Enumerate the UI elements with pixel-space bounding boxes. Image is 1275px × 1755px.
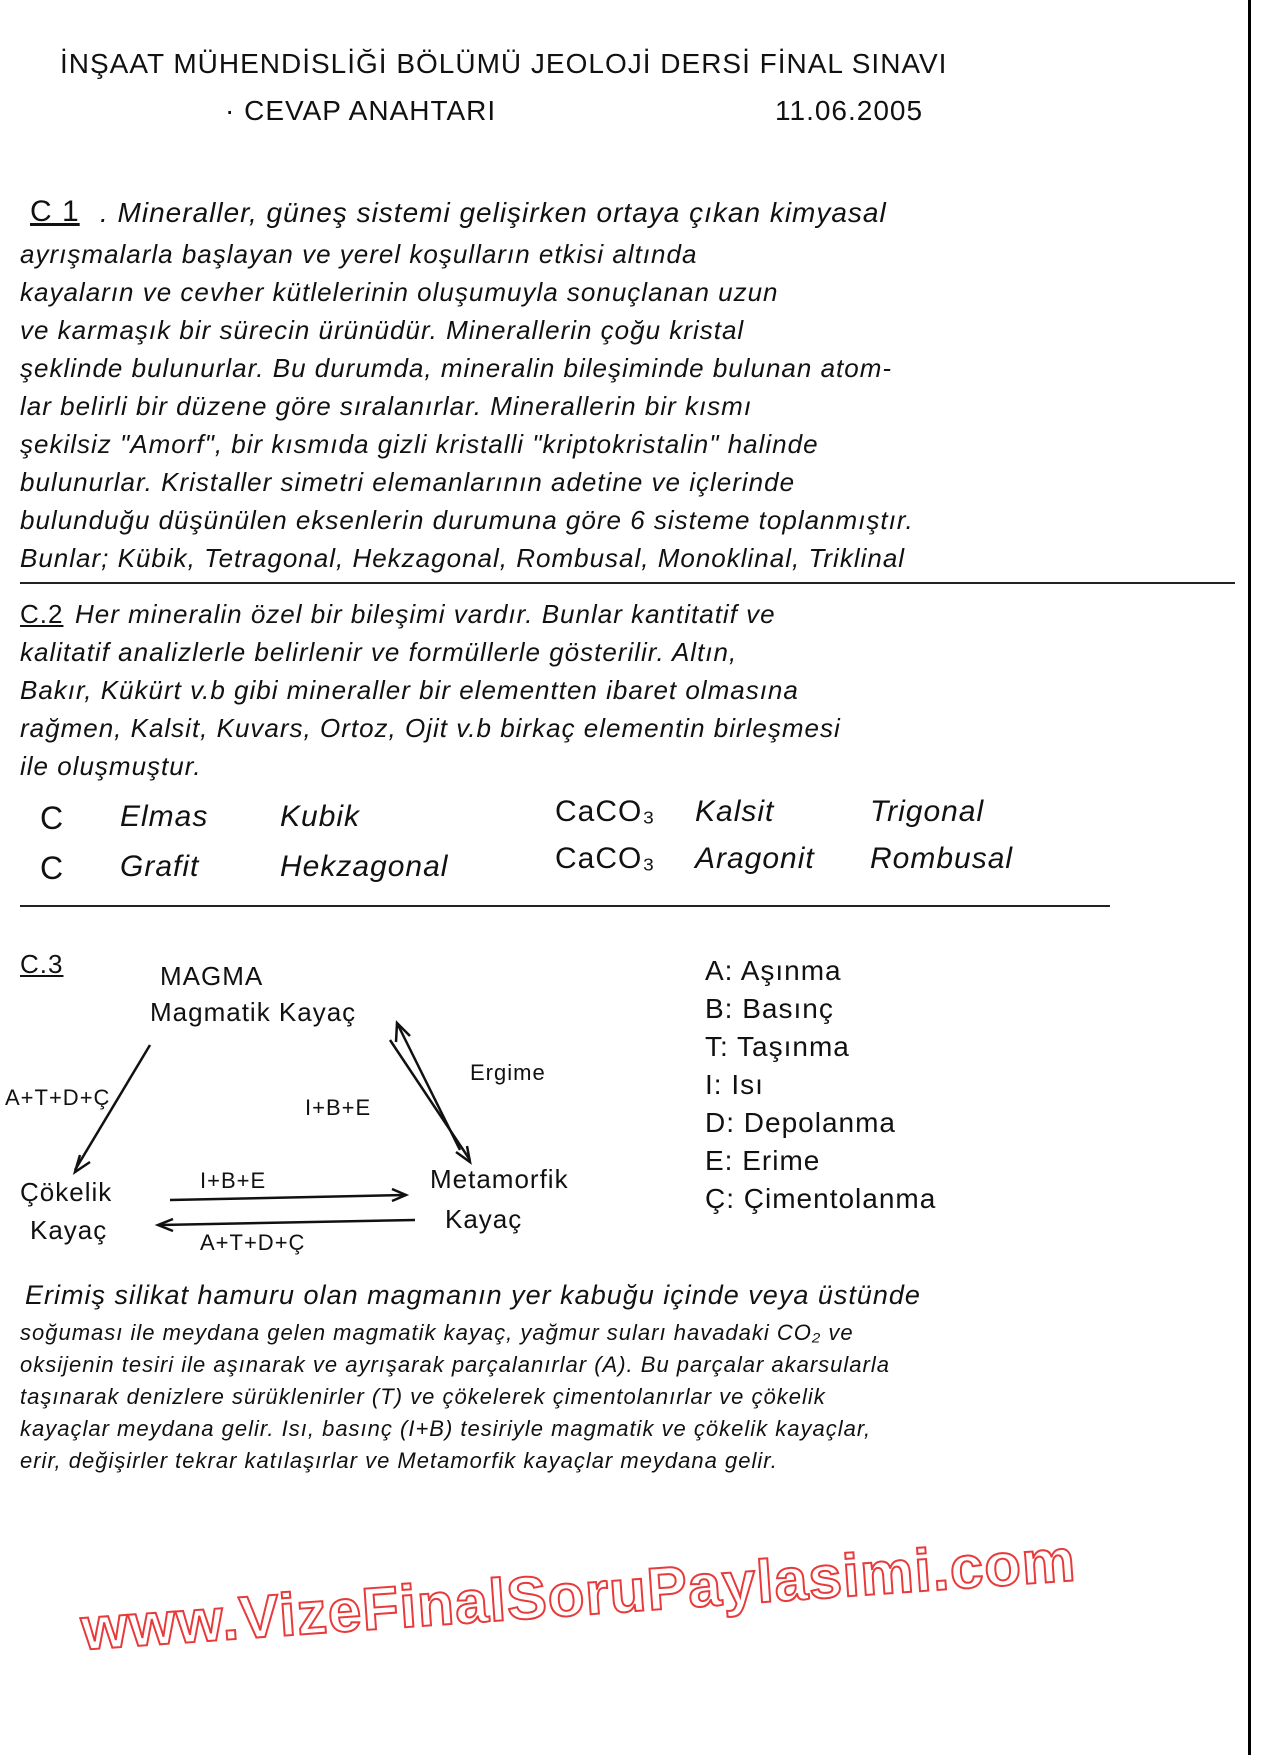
mineral-formula: C (40, 800, 65, 836)
q3-line: taşınarak denizlere sürüklenirler (T) ve çökelerek çimentolanırlar ve çökelik (20, 1384, 826, 1409)
q2-line: rağmen, Kalsit, Kuvars, Ortoz, Ojit v.b birkaç elementin birleşmesi (20, 713, 841, 743)
q2-line: ile oluşmuştur. (20, 751, 202, 781)
watermark: www.VizeFinalSoruPaylasimi.com (78, 1526, 1079, 1663)
mineral-name: Aragonit (695, 842, 815, 875)
q1-label: C 1 (30, 195, 80, 228)
legend-item: I: Isı (705, 1069, 764, 1100)
arrow-label: A+T+D+Ç (200, 1230, 306, 1255)
q1-line: Bunlar; Kübik, Tetragonal, Hekzagonal, Rombusal, Monoklinal, Triklinal (20, 543, 906, 573)
q1-line: ve karmaşık bir sürecin ürünüdür. Minerallerin çoğu kristal (20, 315, 745, 345)
crystal-system: Hekzagonal (280, 850, 449, 883)
sedimentary-rock-label: Çökelik (20, 1177, 113, 1207)
sedimentary-rock-label: Kayaç (30, 1215, 108, 1245)
q1-line: şeklinde bulunurlar. Bu durumda, mineralin bileşiminde bulunan atom- (20, 353, 893, 383)
q1-line: bulunurlar. Kristaller simetri elemanlarının adetine ve içlerinde (20, 467, 796, 497)
q3-line: kayaçlar meydana gelir. Isı, basınç (I+B) tesiriyle magmatik ve çökelik kayaçlar, (20, 1416, 872, 1441)
mineral-name: Elmas (120, 800, 209, 833)
q2-line: Bakır, Kükürt v.b gibi mineraller bir elementten ibaret olmasına (20, 675, 799, 705)
q2-line: kalitatif analizlerle belirlenir ve formüllerle gösterilir. Altın, (20, 637, 738, 667)
metamorphic-rock-label: Kayaç (445, 1204, 523, 1234)
mineral-name: Kalsit (695, 795, 775, 828)
magma-label: MAGMA (160, 961, 264, 991)
legend-item: B: Basınç (705, 993, 834, 1024)
q3-line: soğuması ile meydana gelen magmatik kayaç, yağmur suları havadaki CO₂ ve (20, 1320, 854, 1345)
arrow-label: I+B+E (200, 1168, 267, 1193)
magmatic-rock-label: Magmatik Kayaç (150, 997, 357, 1027)
mineral-formula: CaCO₃ (555, 795, 656, 828)
legend-item: A: Aşınma (705, 955, 842, 986)
exam-date: 11.06.2005 (775, 95, 924, 126)
q1-line: . Mineraller, güneş sistemi gelişirken ortaya çıkan kimyasal (100, 197, 887, 228)
q3-line: oksijenin tesiri ile aşınarak ve ayrışarak parçalanırlar (A). Bu parçalar akarsularla (20, 1352, 890, 1377)
q1-line: lar belirli bir düzene göre sıralanırlar. Minerallerin bir kısmı (20, 391, 753, 421)
legend-item: T: Taşınma (705, 1031, 850, 1062)
crystal-system: Trigonal (870, 795, 985, 828)
q2-label: C.2 (20, 599, 64, 629)
q3-label: C.3 (20, 949, 64, 979)
metamorphic-rock-label: Metamorfik (430, 1164, 569, 1194)
answer-key-heading: · CEVAP ANAHTARI (225, 95, 497, 126)
q1-line: bulunduğu düşünülen eksenlerin durumuna göre 6 sisteme toplanmıştır. (20, 505, 914, 535)
arrow-label: I+B+E (305, 1095, 372, 1120)
exam-title: İNŞAAT MÜHENDİSLİĞİ BÖLÜMÜ JEOLOJİ DERSİ FİNAL SINAVI (60, 48, 948, 79)
mineral-name: Grafit (120, 850, 200, 883)
mineral-formula: C (40, 850, 65, 886)
crystal-system: Rombusal (870, 842, 1014, 875)
q2-line: Her mineralin özel bir bileşimi vardır. Bunlar kantitatif ve (75, 599, 776, 629)
q1-line: şekilsiz "Amorf", bir kısmıda gizli kristalli "kriptokristalin" halinde (20, 429, 819, 459)
q3-line: Erimiş silikat hamuru olan magmanın yer kabuğu içinde veya üstünde (25, 1280, 921, 1310)
q1-line: ayrışmalarla başlayan ve yerel koşulların etkisi altında (20, 239, 698, 269)
legend-item: D: Depolanma (705, 1107, 896, 1138)
legend-item: Ç: Çimentolanma (705, 1183, 937, 1214)
q1-line: kayaların ve cevher kütlelerinin oluşumuyla sonuçlanan uzun (20, 277, 779, 307)
arrow-label: A+T+D+Ç (5, 1085, 111, 1110)
q3-line: erir, değişirler tekrar katılaşırlar ve Metamorfik kayaçlar meydana gelir. (20, 1448, 778, 1473)
legend-item: E: Erime (705, 1145, 821, 1176)
mineral-formula: CaCO₃ (555, 842, 656, 875)
arrow-label: Ergime (470, 1060, 546, 1085)
crystal-system: Kubik (280, 800, 361, 833)
